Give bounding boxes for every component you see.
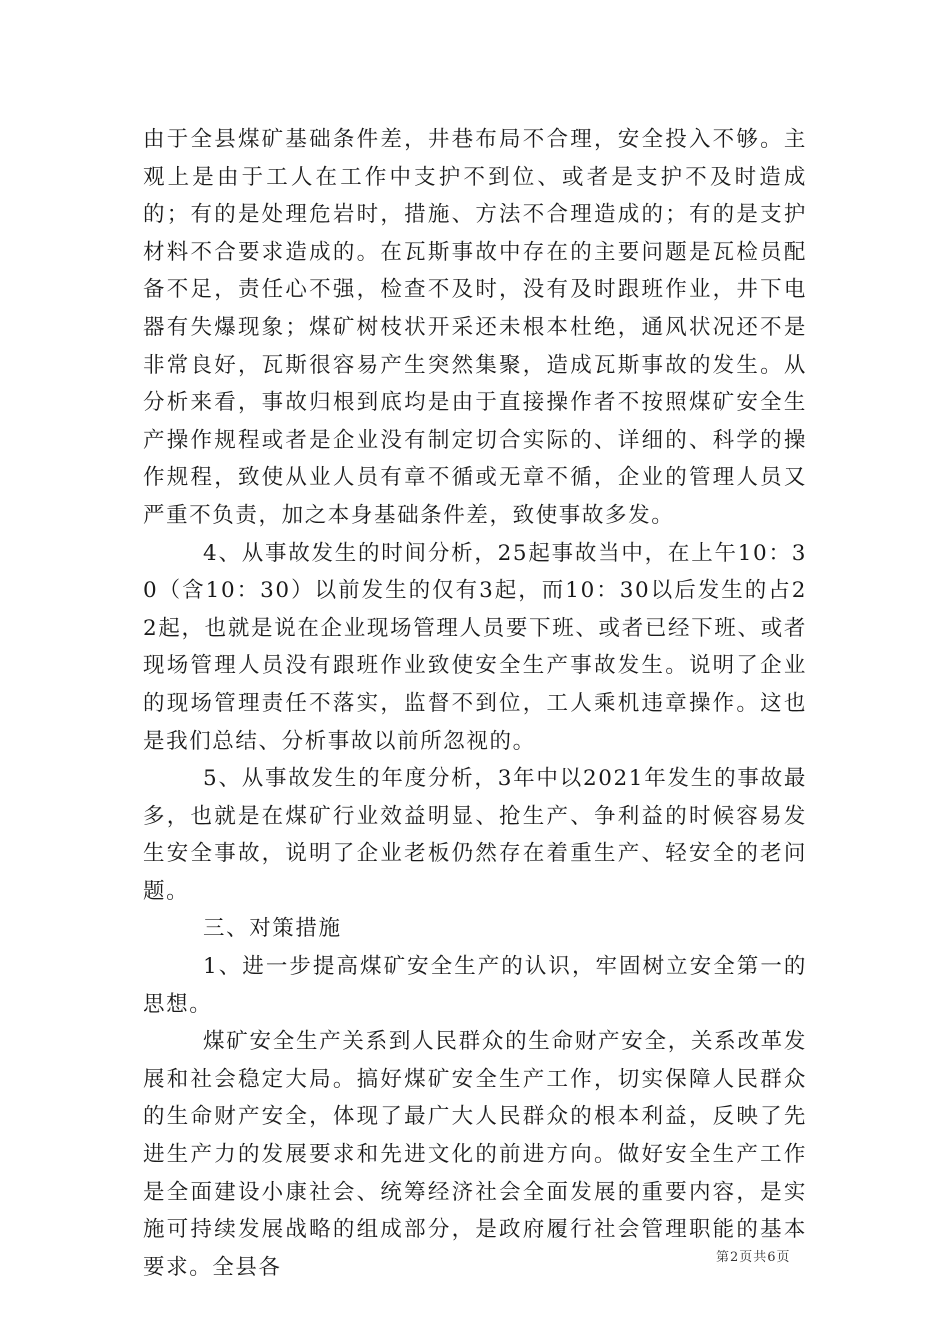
page-number-footer: 第2页共6页 bbox=[716, 1250, 791, 1265]
paragraph-year-analysis: 5、从事故发生的年度分析，3年中以2021年发生的事故最多，也就是在煤矿行业效益明显、抢生产、争利益的时候容易发生安全事故，说明了企业老板仍然存在着重生产、轻安全的老问题。 bbox=[143, 766, 807, 904]
section-heading-countermeasures: 三、对策措施 bbox=[203, 916, 342, 942]
paragraph-safety-importance: 煤矿安全生产关系到人民群众的生命财产安全，关系改革发展和社会稳定大局。搞好煤矿安全生产工作，切实保障人民群众的生命财产安全，体现了最广大人民群众的根本利益，反映了先进生产力的发展要求和先进文化的前进方向。做好安全生产工作是全面建设小康社会、统筹经济社会全面发展的重要内容，是实施可持续发展战略的组成部分，是政府履行社会管理职能的基本要求。全县各 bbox=[143, 1029, 807, 1280]
subheading-raise-awareness: 1、进一步提高煤矿安全生产的认识，牢固树立安全第一的思想。 bbox=[143, 954, 807, 1017]
paragraph-analysis-causes: 由于全县煤矿基础条件差，井巷布局不合理，安全投入不够。主观上是由于工人在工作中支护不到位、或者是支护不及时造成的；有的是处理危岩时，措施、方法不合理造成的；有的是支护材料不合要求造成的。在瓦斯事故中存在的主要问题是瓦检员配备不足，责任心不强，检查不及时，没有及时跟班作业，井下电器有失爆现象；煤矿树枝状开采还未根本杜绝，通风状况还不是非常良好，瓦斯很容易产生突然集聚，造成瓦斯事故的发生。从分析来看，事故归根到底均是由于直接操作者不按照煤矿安全生产操作规程或者是企业没有制定切合实际的、详细的、科学的操作规程，致使从业人员有章不循或无章不循，企业的管理人员又严重不负责，加之本身基础条件差，致使事故多发。 bbox=[143, 127, 807, 528]
paragraph-time-analysis: 4、从事故发生的时间分析，25起事故当中，在上午10：30（含10：30）以前发生的仅有3起，而10：30以后发生的占22起，也就是说在企业现场管理人员要下班、或者已经下班、或者现场管理人员没有跟班作业致使安全生产事故发生。说明了企业的现场管理责任不落实，监督不到位，工人乘机违章操作。这也是我们总结、分析事故以前所忽视的。 bbox=[143, 540, 807, 754]
document-body bbox=[143, 121, 807, 1286]
